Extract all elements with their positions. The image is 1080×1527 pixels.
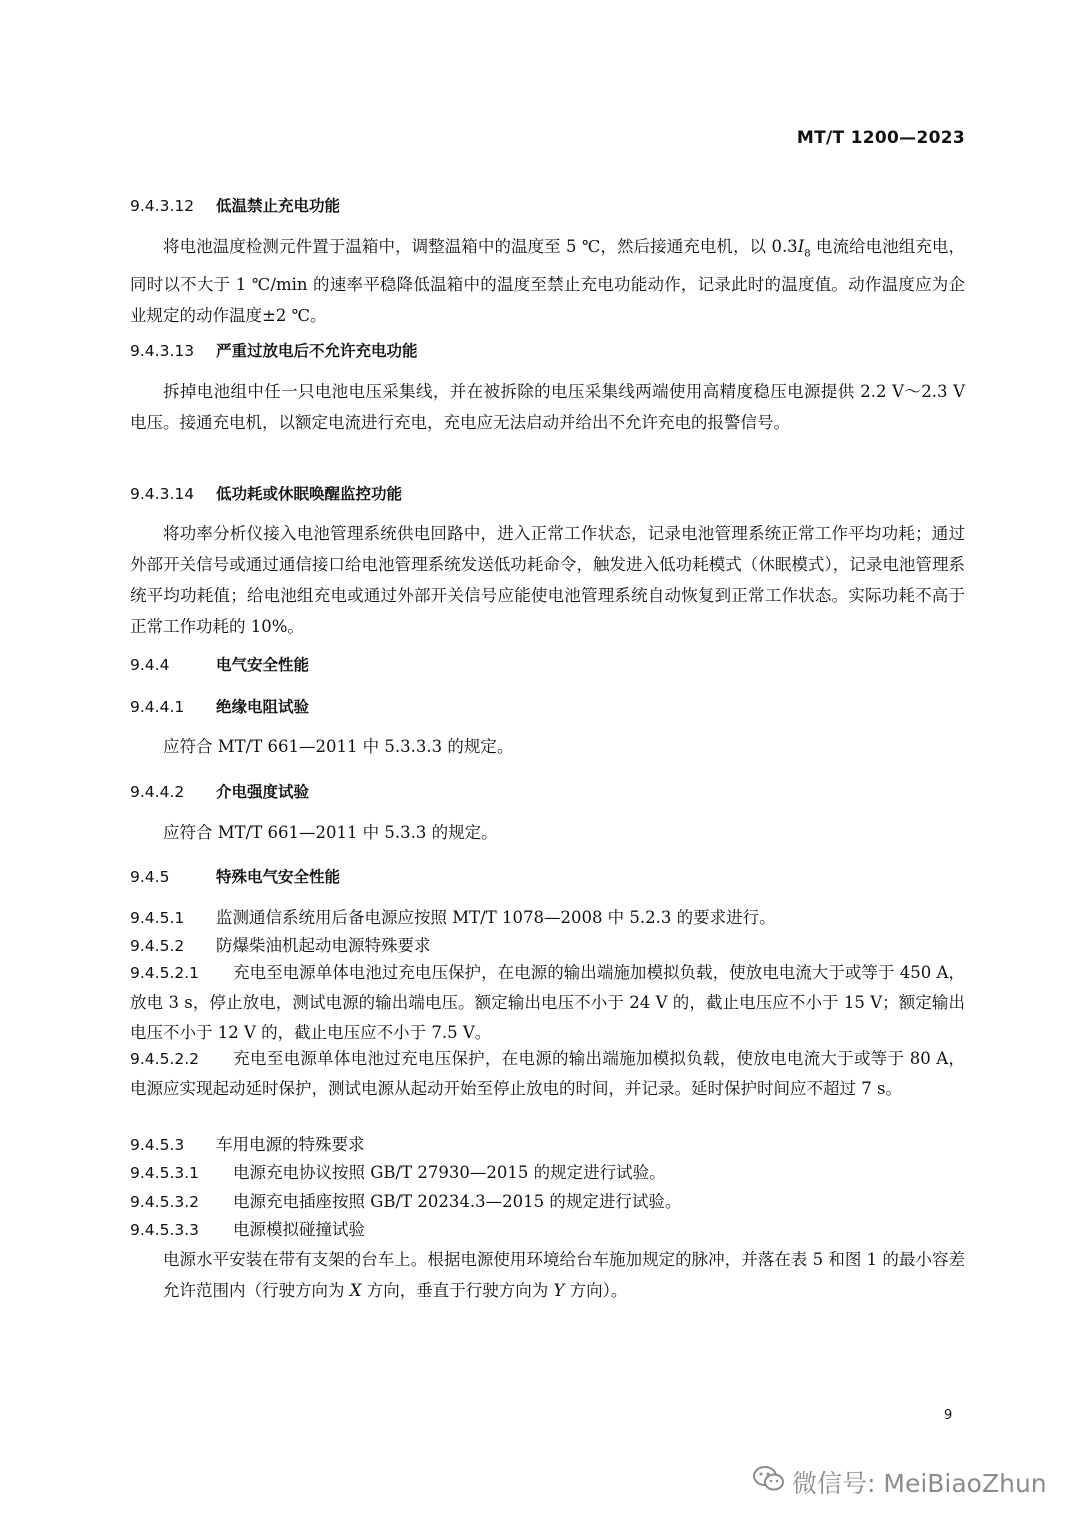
section-heading-9-4-4: [130, 653, 309, 675]
item-number: 9.4.5.3.1: [130, 1164, 200, 1182]
section-number: 9.4.3.14: [130, 485, 195, 503]
section-number: 9.4.4.2: [130, 783, 185, 801]
section-heading-9-4-3-12: [130, 194, 340, 216]
section-heading-9-4-4-1: [130, 695, 309, 717]
item-9-4-5-2-2: [130, 1044, 965, 1104]
item-text: 充电至电源单体电池过充电压保护，在电源的输出端施加模拟负载，使放电电流大于或等于 450 A，放电 3 s，停止放电，测试电源的输出端电压。额定输出电压不小于 24 V 的，截止电压应不小于 15 V；额定输出电压不小于 12 V 的，截止电压应不小于 7.5 V。: [130, 963, 965, 1042]
item-number: 9.4.5.3.3: [130, 1221, 200, 1239]
item-9-4-5-3-3: [130, 1214, 965, 1246]
item-number: 9.4.5.2.1: [130, 964, 200, 982]
item-9-4-5-3-1: [130, 1157, 965, 1189]
paragraph-insulation: 应符合 MT/T 661—2011 中 5.3.3.3 的规定。: [163, 737, 514, 756]
y-direction-symbol: Y: [553, 1281, 565, 1300]
section-number: 9.4.5: [130, 868, 170, 886]
item-text: 车用电源的特殊要求: [216, 1135, 365, 1154]
item-number: 9.4.5.3: [130, 1136, 185, 1154]
current-subscript: 8: [804, 248, 811, 260]
x-direction-symbol: X: [349, 1281, 362, 1300]
section-heading-9-4-5: [130, 865, 340, 887]
document-code: MT/T 1200—2023: [796, 128, 965, 148]
section-title: 低功耗或休眠唤醒监控功能: [216, 485, 403, 503]
item-text: 电源充电协议按照 GB/T 27930—2015 的规定进行试验。: [233, 1163, 666, 1182]
paragraph-low-temp-charge: 将电池温度检测元件置于温箱中，调整温箱中的温度至 5 ℃，然后接通充电机，以 $0.3I_8$ 电流给电池组充电，同时以不大于 1 ℃/min 的速率平稳降低温箱中的温度至禁止充电功能动作，记录此时的温度值。动作温度应为企业规定的动作温度±2 ℃。: [130, 237, 965, 326]
item-number: 9.4.5.2.2: [130, 1050, 200, 1068]
item-number: 9.4.5.2: [130, 937, 185, 955]
item-number: 9.4.5.3.2: [130, 1193, 200, 1211]
item-number: 9.4.5.1: [130, 909, 185, 927]
section-title: 低温禁止充电功能: [216, 197, 341, 215]
paragraph-over-discharge: 拆掉电池组中任一只电池电压采集线，并在被拆除的电压采集线两端使用高精度稳压电源提供 2.2 V～2.3 V 电压。接通充电机，以额定电流进行充电，充电应无法启动并给出不允许充电的报警信号。: [130, 382, 965, 432]
section-number: 9.4.3.13: [130, 342, 195, 360]
section-number: 9.4.4: [130, 656, 170, 674]
wechat-icon: [752, 1465, 792, 1499]
item-text: 防爆柴油机起动电源特殊要求: [216, 936, 431, 955]
current-symbol: I: [797, 237, 805, 256]
paragraph-dielectric: 应符合 MT/T 661—2011 中 5.3.3 的规定。: [163, 823, 498, 842]
section-heading-9-4-3-13: [130, 339, 418, 361]
section-title: 严重过放电后不允许充电功能: [216, 342, 418, 360]
item-text: 电源模拟碰撞试验: [233, 1220, 365, 1239]
section-number: 9.4.3.12: [130, 197, 195, 215]
section-heading-9-4-3-14: [130, 482, 402, 504]
item-text: 电源充电插座按照 GB/T 20234.3—2015 的规定进行试验。: [233, 1192, 682, 1211]
watermark: [752, 1464, 1047, 1500]
item-9-4-5-2-1: [130, 958, 965, 1048]
paragraph-low-power: 将功率分析仪接入电池管理系统供电回路中，进入正常工作状态，记录电池管理系统正常工作平均功耗；通过外部开关信号或通过通信接口给电池管理系统发送低功耗命令，触发进入低功耗模式（休眠模式），记录电池管理系统平均功耗值；给电池组充电或通过外部开关信号应能使电池管理系统自动恢复到正常工作状态。实际功耗不高于正常工作功耗的 10%。: [130, 524, 965, 636]
item-text: 监测通信系统用后备电源应按照 MT/T 1078—2008 中 5.2.3 的要求进行。: [216, 908, 776, 927]
section-title: 介电强度试验: [216, 783, 310, 801]
section-number: 9.4.4.1: [130, 698, 185, 716]
section-heading-9-4-4-2: [130, 780, 309, 802]
watermark-text: 微信号: MeiBiaoZhun: [792, 1469, 1047, 1498]
page-number: 9: [944, 1408, 953, 1423]
item-text: 充电至电源单体电池过充电压保护，在电源的输出端施加模拟负载，使放电电流大于或等于 80 A，电源应实现起动延时保护，测试电源从起动开始至停止放电的时间，并记录。延时保护时间应不超过 7 s。: [130, 1049, 965, 1098]
section-title: 电气安全性能: [216, 656, 310, 674]
paragraph-crash-test: 电源水平安装在带有支架的台车上。根据电源使用环境给台车施加规定的脉冲，并落在表 5 和图 1 的最小容差允许范围内（行驶方向为 X 方向，垂直于行驶方向为 Y 方向）。: [163, 1250, 965, 1300]
section-title: 绝缘电阻试验: [216, 698, 310, 716]
section-title: 特殊电气安全性能: [216, 868, 341, 886]
